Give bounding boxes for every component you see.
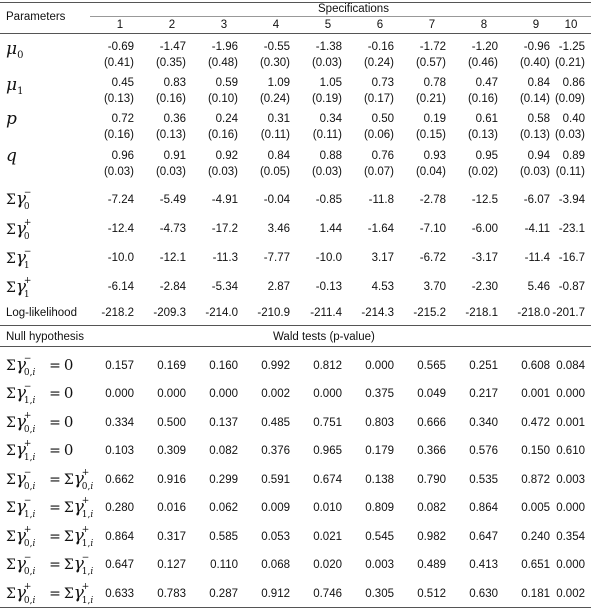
- param-label-p: p: [6, 109, 17, 129]
- p-value: 0.647: [469, 531, 498, 543]
- sum-value: -16.7: [558, 252, 585, 264]
- parameters-header: Parameters: [6, 11, 66, 23]
- p-value: 0.068: [261, 559, 290, 571]
- sum-value: -11.8: [368, 194, 394, 206]
- standard-error: (0.03): [311, 57, 342, 69]
- estimate-value: 0.88: [319, 150, 342, 162]
- hyp-label-6: Σγ − 1,i = Σγ + 1,i: [6, 496, 94, 520]
- estimate-value: -1.47: [159, 41, 186, 53]
- estimate-value: 0.91: [163, 150, 186, 162]
- p-value: 0.610: [556, 445, 585, 457]
- estimate-value: 0.72: [111, 113, 134, 125]
- p-value: 0.157: [105, 360, 134, 372]
- p-value: 0.965: [313, 445, 342, 457]
- p-value: 0.009: [261, 502, 290, 514]
- p-value: 0.082: [417, 502, 446, 514]
- standard-error: (0.21): [554, 57, 585, 69]
- table-top-rule: [0, 2, 591, 3]
- standard-error: (0.02): [467, 166, 498, 178]
- param-label-mu0: $\mu_0$: [6, 39, 24, 61]
- standard-error: (0.48): [207, 57, 238, 69]
- standard-error: (0.46): [467, 57, 498, 69]
- p-value: 0.084: [556, 360, 585, 372]
- sum-label-gamma1-minus: Σγ − 1: [6, 247, 32, 271]
- estimate-value: 0.40: [562, 113, 585, 125]
- spec-number: 10: [564, 19, 578, 31]
- standard-error: (0.15): [415, 129, 446, 141]
- estimate-value: 0.84: [527, 77, 550, 89]
- sum-value: -2.78: [419, 194, 446, 206]
- p-value: 0.000: [556, 388, 585, 400]
- p-value: 0.472: [521, 417, 550, 429]
- estimate-value: 0.78: [423, 77, 446, 89]
- sum-label-gamma1-plus: Σγ + 1: [6, 276, 32, 300]
- hyp-label-7: Σγ + 0,i = Σγ + 1,i: [6, 525, 94, 549]
- standard-error: (0.57): [415, 57, 446, 69]
- p-value: 0.647: [105, 559, 134, 571]
- sum-value: -7.10: [419, 223, 446, 235]
- loglik-value: -215.2: [413, 307, 446, 319]
- p-value: 0.413: [469, 559, 498, 571]
- p-value: 0.169: [157, 360, 186, 372]
- standard-error: (0.19): [311, 93, 342, 105]
- sum-value: -0.87: [558, 281, 585, 293]
- standard-error: (0.13): [467, 129, 498, 141]
- standard-error: (0.24): [363, 57, 394, 69]
- p-value: 0.809: [365, 502, 394, 514]
- sum-value: 2.87: [267, 281, 290, 293]
- sum-value: -0.13: [315, 281, 342, 293]
- standard-error: (0.03): [519, 166, 550, 178]
- standard-error: (0.41): [103, 57, 134, 69]
- standard-error: (0.16): [467, 93, 498, 105]
- p-value: 0.020: [313, 559, 342, 571]
- standard-error: (0.03): [554, 129, 585, 141]
- p-value: 0.240: [521, 531, 550, 543]
- sum-label-gamma0-plus: Σγ + 0: [6, 218, 32, 242]
- p-value: 0.002: [556, 588, 585, 600]
- estimate-value: 0.50: [371, 113, 394, 125]
- hyp-label-3: Σγ + 0,i = 0: [6, 411, 74, 435]
- p-value: 0.864: [105, 531, 134, 543]
- sum-value: -6.00: [471, 223, 498, 235]
- estimate-value: 0.47: [475, 77, 498, 89]
- p-value: 0.137: [209, 417, 238, 429]
- loglik-value: -218.0: [517, 307, 550, 319]
- tests-top-rule: [0, 325, 591, 326]
- sum-value: -10.0: [107, 252, 134, 264]
- estimate-value: 1.05: [319, 77, 342, 89]
- spec-number: 4: [272, 19, 280, 31]
- p-value: 0.790: [417, 474, 446, 486]
- estimate-value: -1.38: [315, 41, 342, 53]
- p-value: 0.150: [521, 445, 550, 457]
- hyp-label-1: Σγ − 0,i = 0: [6, 354, 74, 378]
- loglik-value: -218.1: [465, 307, 498, 319]
- standard-error: (0.21): [415, 93, 446, 105]
- p-value: 0.872: [521, 474, 550, 486]
- p-value: 0.082: [209, 445, 238, 457]
- estimate-value: -0.55: [263, 41, 290, 53]
- estimate-value: 0.36: [163, 113, 186, 125]
- p-value: 0.334: [105, 417, 134, 429]
- standard-error: (0.13): [155, 129, 186, 141]
- p-value: 0.287: [209, 588, 238, 600]
- estimate-value: 0.34: [319, 113, 342, 125]
- loglik-label: Log-likelihood: [6, 307, 77, 319]
- hyp-label-4: Σγ + 1,i = 0: [6, 439, 74, 463]
- estimate-value: 0.58: [527, 113, 550, 125]
- p-value: 0.000: [556, 502, 585, 514]
- p-value: 0.251: [469, 360, 498, 372]
- estimate-value: 0.59: [215, 77, 238, 89]
- sum-value: -2.30: [471, 281, 498, 293]
- loglik-value: -209.3: [153, 307, 186, 319]
- sum-value: -6.72: [419, 252, 446, 264]
- p-value: 0.565: [417, 360, 446, 372]
- p-value: 0.305: [365, 588, 394, 600]
- standard-error: (0.16): [103, 129, 134, 141]
- standard-error: (0.05): [259, 166, 290, 178]
- standard-error: (0.03): [207, 166, 238, 178]
- p-value: 0.127: [157, 559, 186, 571]
- p-value: 0.309: [157, 445, 186, 457]
- p-value: 0.217: [469, 388, 498, 400]
- sum-value: -6.14: [107, 281, 134, 293]
- sum-value: -6.07: [523, 194, 550, 206]
- standard-error: (0.16): [155, 93, 186, 105]
- p-value: 0.666: [417, 417, 446, 429]
- p-value: 0.591: [261, 474, 290, 486]
- standard-error: (0.07): [363, 166, 394, 178]
- standard-error: (0.24): [259, 93, 290, 105]
- p-value: 0.812: [313, 360, 342, 372]
- p-value: 0.000: [556, 559, 585, 571]
- p-value: 0.016: [157, 502, 186, 514]
- p-value: 0.000: [157, 388, 186, 400]
- p-value: 0.585: [209, 531, 238, 543]
- p-value: 0.982: [417, 531, 446, 543]
- estimate-value: 0.89: [562, 150, 585, 162]
- p-value: 0.916: [157, 474, 186, 486]
- p-value: 0.633: [105, 588, 134, 600]
- tests-header-rule: [0, 346, 591, 347]
- estimate-value: 0.24: [215, 113, 238, 125]
- loglik-value: -214.0: [205, 307, 238, 319]
- estimate-value: 0.83: [163, 77, 186, 89]
- estimate-value: 0.31: [267, 113, 290, 125]
- param-label-mu1: $\mu_1$: [6, 75, 24, 97]
- estimate-value: 0.95: [475, 150, 498, 162]
- estimate-value: -1.72: [419, 41, 446, 53]
- p-value: 0.001: [521, 388, 550, 400]
- estimate-value: 0.93: [423, 150, 446, 162]
- sum-value: -11.3: [212, 252, 238, 264]
- estimate-value: -0.96: [523, 41, 550, 53]
- p-value: 0.354: [556, 531, 585, 543]
- standard-error: (0.14): [519, 93, 550, 105]
- standard-error: (0.17): [363, 93, 394, 105]
- hyp-label-2: Σγ − 1,i = 0: [6, 382, 74, 406]
- p-value: 0.864: [469, 502, 498, 514]
- p-value: 0.049: [417, 388, 446, 400]
- p-value: 0.299: [209, 474, 238, 486]
- standard-error: (0.04): [415, 166, 446, 178]
- sum-value: -0.85: [315, 194, 342, 206]
- sum-value: -4.91: [211, 194, 238, 206]
- p-value: 0.160: [209, 360, 238, 372]
- spec-number: 2: [168, 19, 176, 31]
- estimate-value: -0.69: [107, 41, 134, 53]
- standard-error: (0.03): [311, 166, 342, 178]
- p-value: 0.340: [469, 417, 498, 429]
- sum-value: -12.1: [159, 252, 186, 264]
- hyp-label-9: Σγ + 0,i = Σγ + 1,i: [6, 582, 94, 606]
- standard-error: (0.03): [103, 166, 134, 178]
- sum-value: 3.70: [423, 281, 446, 293]
- p-value: 0.489: [417, 559, 446, 571]
- estimate-value: 0.61: [475, 113, 498, 125]
- sum-value: -3.17: [471, 252, 498, 264]
- standard-error: (0.11): [260, 129, 290, 141]
- p-value: 0.021: [313, 531, 342, 543]
- sum-value: -2.84: [159, 281, 186, 293]
- p-value: 0.001: [556, 417, 585, 429]
- p-value: 0.746: [313, 588, 342, 600]
- estimate-value: -0.16: [367, 41, 394, 53]
- standard-error: (0.03): [155, 166, 186, 178]
- loglik-value: -210.9: [257, 307, 290, 319]
- standard-error: (0.10): [207, 93, 238, 105]
- p-value: 0.576: [469, 445, 498, 457]
- p-value: 0.512: [417, 588, 446, 600]
- p-value: 0.375: [365, 388, 394, 400]
- standard-error: (0.06): [363, 129, 394, 141]
- hyp-label-8: Σγ − 0,i = Σγ − 1,i: [6, 553, 94, 577]
- sum-value: 1.44: [319, 223, 342, 235]
- p-value: 0.783: [157, 588, 186, 600]
- spec-number: 7: [428, 19, 436, 31]
- loglik-value: -211.4: [310, 307, 342, 319]
- standard-error: (0.30): [259, 57, 290, 69]
- p-value: 0.280: [105, 502, 134, 514]
- p-value: 0.630: [469, 588, 498, 600]
- sum-value: -0.04: [263, 194, 290, 206]
- p-value: 0.608: [521, 360, 550, 372]
- standard-error: (0.09): [554, 93, 585, 105]
- p-value: 0.000: [313, 388, 342, 400]
- estimate-value: 0.96: [111, 150, 134, 162]
- p-value: 0.138: [365, 474, 394, 486]
- p-value: 0.535: [469, 474, 498, 486]
- p-value: 0.002: [261, 388, 290, 400]
- sum-value: -4.11: [524, 223, 550, 235]
- p-value: 0.010: [313, 502, 342, 514]
- estimate-value: 0.45: [111, 77, 134, 89]
- null-hypothesis-header: Null hypothesis: [6, 331, 84, 343]
- p-value: 0.181: [521, 588, 550, 600]
- p-value: 0.053: [261, 531, 290, 543]
- estimate-value: 0.73: [371, 77, 394, 89]
- loglik-value: -201.7: [552, 307, 585, 319]
- sum-value: -17.2: [211, 223, 238, 235]
- p-value: 0.500: [157, 417, 186, 429]
- sum-value: -12.5: [471, 194, 498, 206]
- p-value: 0.179: [365, 445, 394, 457]
- estimate-value: 0.86: [562, 77, 585, 89]
- standard-error: (0.11): [555, 166, 585, 178]
- standard-error: (0.11): [312, 129, 342, 141]
- p-value: 0.674: [313, 474, 342, 486]
- hyp-label-5: Σγ − 0,i = Σγ + 0,i: [6, 468, 94, 492]
- p-value: 0.000: [105, 388, 134, 400]
- p-value: 0.005: [521, 502, 550, 514]
- spec-number: 6: [376, 19, 384, 31]
- p-value: 0.003: [365, 559, 394, 571]
- p-value: 0.110: [210, 559, 238, 571]
- standard-error: (0.13): [103, 93, 134, 105]
- sum-value: 4.53: [371, 281, 394, 293]
- param-label-q: q: [6, 146, 17, 166]
- p-value: 0.485: [261, 417, 290, 429]
- standard-error: (0.35): [155, 57, 186, 69]
- spec-number: 5: [324, 19, 332, 31]
- sum-value: -11.4: [524, 252, 550, 264]
- p-value: 0.662: [105, 474, 134, 486]
- p-value: 0.062: [209, 502, 238, 514]
- estimate-value: 0.84: [267, 150, 290, 162]
- estimate-value: -1.96: [211, 41, 238, 53]
- p-value: 0.912: [261, 588, 290, 600]
- spec-number: 9: [532, 19, 540, 31]
- estimate-value: 0.76: [371, 150, 394, 162]
- sum-value: -12.4: [107, 223, 134, 235]
- estimate-value: -1.25: [558, 41, 585, 53]
- p-value: 0.545: [365, 531, 394, 543]
- p-value: 0.651: [521, 559, 550, 571]
- sum-label-gamma0-minus: Σγ − 0: [6, 188, 32, 212]
- sum-value: -5.34: [211, 281, 238, 293]
- table-bottom-rule: [0, 607, 591, 608]
- p-value: 0.992: [261, 360, 290, 372]
- p-value: 0.751: [313, 417, 342, 429]
- spec-number: 3: [220, 19, 228, 31]
- p-value: 0.376: [261, 445, 290, 457]
- header-bottom-rule: [0, 33, 591, 34]
- wald-tests-header: Wald tests (p-value): [273, 331, 375, 343]
- spec-number: 1: [116, 19, 124, 31]
- p-value: 0.366: [417, 445, 446, 457]
- standard-error: (0.40): [519, 57, 550, 69]
- standard-error: (0.13): [519, 129, 550, 141]
- sum-value: -23.1: [558, 223, 585, 235]
- loglik-value: -214.3: [361, 307, 394, 319]
- specifications-underline: [90, 16, 591, 17]
- sum-value: 5.46: [527, 281, 550, 293]
- sum-value: -7.24: [107, 194, 134, 206]
- loglik-value: -218.2: [101, 307, 134, 319]
- sum-value: -1.64: [367, 223, 394, 235]
- spec-number: 8: [480, 19, 488, 31]
- p-value: 0.000: [209, 388, 238, 400]
- estimate-value: 0.92: [215, 150, 238, 162]
- sum-value: 3.46: [267, 223, 290, 235]
- sum-value: -10.0: [315, 252, 342, 264]
- p-value: 0.803: [365, 417, 394, 429]
- estimate-value: 0.94: [527, 150, 550, 162]
- estimate-value: 0.19: [423, 113, 446, 125]
- p-value: 0.317: [157, 531, 186, 543]
- sum-value: -4.73: [159, 223, 186, 235]
- sum-value: 3.17: [371, 252, 394, 264]
- estimate-value: 1.09: [267, 77, 290, 89]
- sum-value: -7.77: [263, 252, 290, 264]
- sum-value: -3.94: [558, 194, 585, 206]
- p-value: 0.103: [105, 445, 134, 457]
- p-value: 0.003: [556, 474, 585, 486]
- specifications-header: Specifications: [318, 3, 389, 15]
- p-value: 0.000: [365, 360, 394, 372]
- standard-error: (0.16): [207, 129, 238, 141]
- estimate-value: -1.20: [471, 41, 498, 53]
- sum-value: -5.49: [159, 194, 186, 206]
